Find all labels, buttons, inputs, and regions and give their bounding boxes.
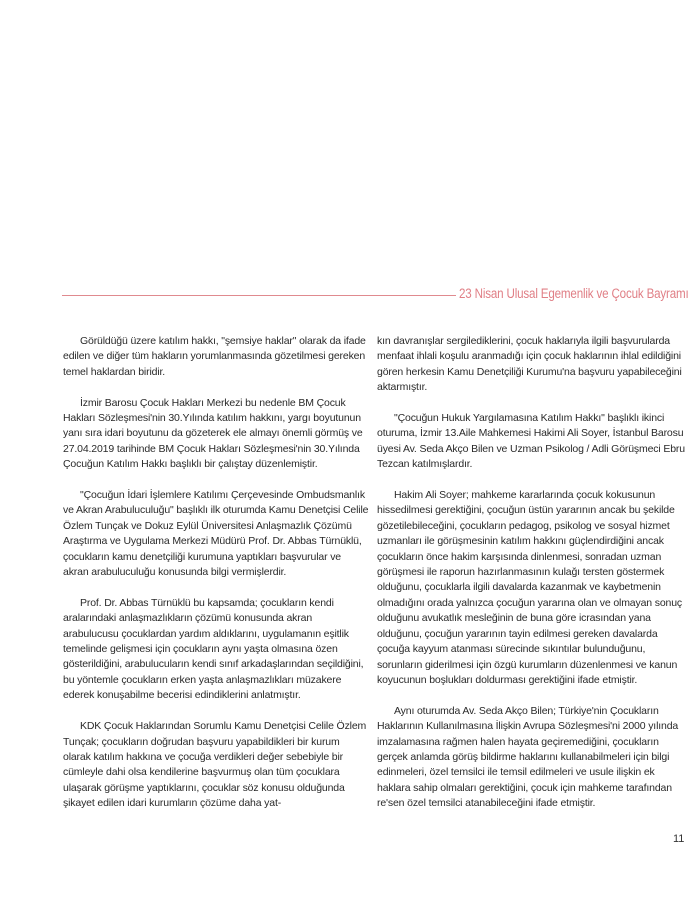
paragraph: Aynı oturumda Av. Seda Akço Bilen; Türkiye'nin Çocukların Haklarının Kullanılmasına İlişkin Avrupa Sözleşmesi'ni 2000 yılında imzalamasına rağmen halen hayata geçiremediğini, çocukların gerçek anlamda görüş bildirme haklarını kullanabilmeleri için bilgi edinmeleri, özel temsilci ile temsil edilmeleri ve usule ilişkin ek haklara sahip olmaları gerektiğini, çocuk için mahkeme tarafından re'sen özel temsilci atanabileceğini ifade etmiştir. — [377, 704, 679, 810]
right-column — [377, 334, 687, 827]
page-number: 11 — [673, 833, 685, 845]
header-rule — [62, 295, 456, 296]
paragraph: "Çocuğun İdari İşlemlere Katılımı Çerçevesinde Ombudsmanlık ve Akran Arabuluculuğu" başlıklı ilk oturumda Kamu Denetçisi Celile Özlem Tunçak ve Dokuz Eylül Üniversitesi Anlaşmazlık Çözümü Araştırma ve Uygulama Merkezi Müdürü Prof. Dr. Abbas Türnüklü, çocukların kamu denetçiliği kurumuna yaptıkları başvurular ve akran arabuluculuğu konusunda bilgi vermişlerdir. — [63, 489, 369, 579]
paragraph: Prof. Dr. Abbas Türnüklü bu kapsamda; çocukların kendi aralarındaki anlaşmazlıkların çözümü konusunda akran arabulucusu çocuklardan yardım aldıklarını, uygulamanın eşitlik temelinde gelişmesi için çocukların aynı yaşta olmasına özen gösterildiğini, arabulucuların kendi sınıf arkadaşlarından seçildiğini, bu yöntemle çocukların erken yaşta anlaşmazlıkları müzakere ederek konuşabilme becerisi edindiklerini anlatmıştır. — [63, 596, 364, 702]
paragraph: Hakim Ali Soyer; mahkeme kararlarında çocuk kokusunun hissedilmesi gerektiğini, çocuğun üstün yararının ancak bu şekilde gözetilebileceğini, çocukların pedagog, psikolog ve sosyal hizmet uzmanları ile görüşmesinin katılım hakkını güçlendirdiğini ancak çocukların önce hakim karşısında dinlenmesi, sonradan uzman görüşmesi ile raporun hazırlanmasının kulağı tersten göstermek olduğunu, çocuklarla ilgili davalarda kazanmak ve kaybetmenin olmadığını orada yalnızca çocuğun yararına olan ve olmayan sonuç olduğunu avukatlık mesleğinin de buna göre icrasından yana olduğunu, çocuğun yararının tayin edilmesi gereken davalarda çocuğa kayyum atanması sürecinde sıkıntılar bulunduğunu, sorunların giderilmesi için özgü kurumların düzenlenmesi ve kanun koyucunun boşlukları doldurması gerektiğini ifade etmiştir. — [377, 489, 683, 686]
paragraph: "Çocuğun Hukuk Yargılamasına Katılım Hakkı" başlıklı ikinci oturuma, İzmir 13.Aile Mahkemesi Hakimi Ali Soyer, İstanbul Barosu üyesi Av. Seda Akço Bilen ve Uzman Psikolog / Adli Görüşmeci Ebru Tezcan katılmışlardır. — [377, 412, 685, 471]
paragraph: İzmir Barosu Çocuk Hakları Merkezi bu nedenle BM Çocuk Hakları Sözleşmesi'nin 30.Yılında katılım hakkını, yargı boyutunun yanı sıra idari boyutunu da gözeterek ele almayı önemli görmüş ve 27.04.2019 tarihinde BM Çocuk Hakları Sözleşmesi'nin 30.Yılında Çocuğun Katılım Hakkı başlıklı bir çalıştay düzenlemiştir. — [63, 396, 363, 471]
paragraph: KDK Çocuk Haklarından Sorumlu Kamu Denetçisi Celile Özlem Tunçak; çocukların doğrudan başvuru yapabildikleri bir kurum olarak katılım hakkına ve çocuğa verdikleri değer sebebiyle bir cümleyle dahi olsa kendilerine başvurmuş olan tüm çocuklara ulaşarak görüşme yaptıklarını, çocuklar söz konusu olduğunda şikayet edilen idari kurumların çözüme daha yat- — [63, 720, 367, 810]
left-column — [63, 334, 369, 827]
paragraph-continuation: kın davranışlar sergilediklerini, çocuk haklarıyla ilgili başvurularda menfaat ihlali koşulu aranmadığı için çocuk haklarının ihlal edildiğini gören herkesin Kamu Denetçiliği Kurumu'na başvuru yapabileceğini aktarmıştır. — [377, 335, 682, 394]
running-header-title: 23 Nisan Ulusal Egemenlik ve Çocuk Bayramı — [459, 286, 689, 301]
paragraph: Görüldüğü üzere katılım hakkı, "şemsiye haklar" olarak da ifade edilen ve diğer tüm hakların yorumlanmasında gözetilmesi gereken temel haklardan biridir. — [63, 335, 366, 378]
